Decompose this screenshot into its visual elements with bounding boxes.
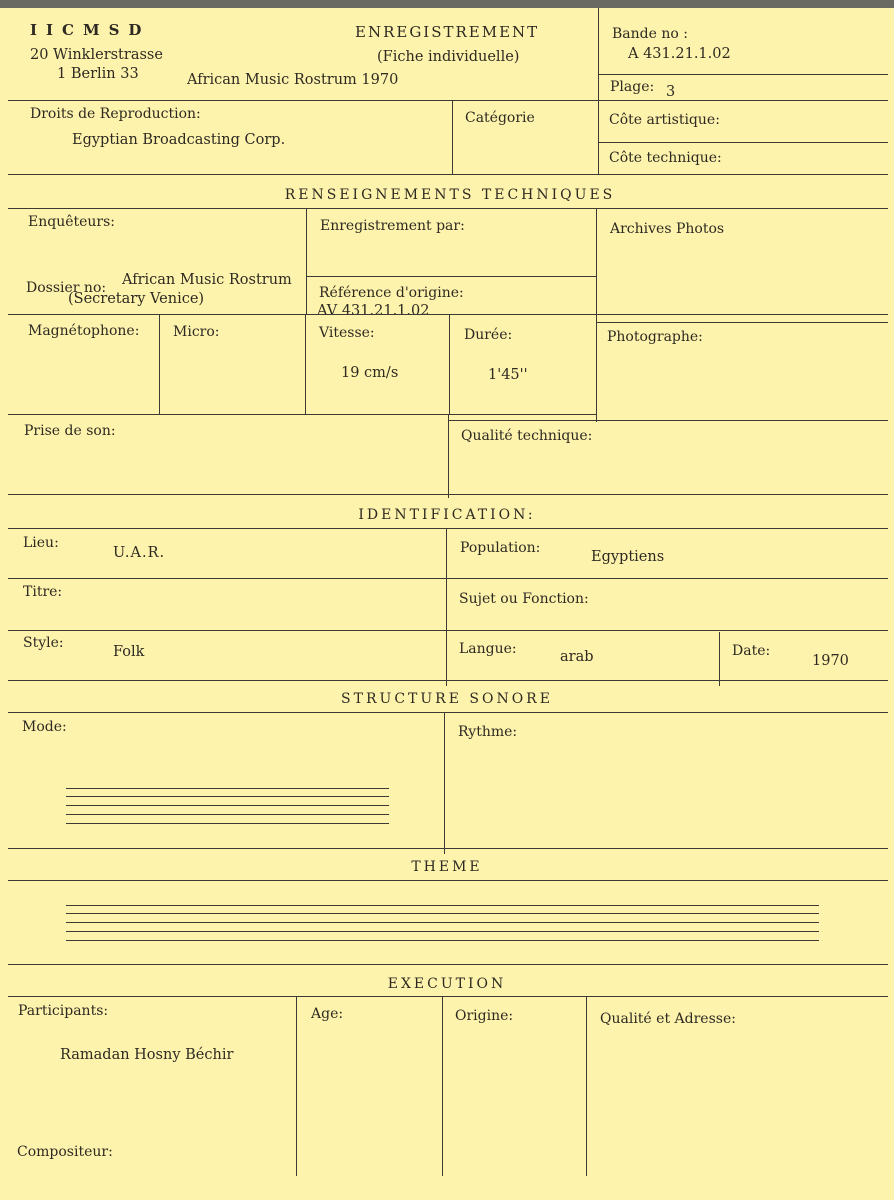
rule bbox=[8, 528, 888, 529]
staff-line bbox=[66, 922, 819, 923]
reference-label: Référence d'origine: bbox=[319, 285, 464, 301]
droits-value: Egyptian Broadcasting Corp. bbox=[72, 132, 286, 148]
rule bbox=[8, 414, 596, 415]
org-logo: IICMSD bbox=[30, 21, 151, 39]
date-label: Date: bbox=[732, 643, 771, 659]
rule bbox=[8, 964, 888, 965]
categorie-label: Catégorie bbox=[465, 110, 535, 126]
rule bbox=[8, 494, 888, 495]
titre-label: Titre: bbox=[23, 584, 63, 600]
staff-line bbox=[66, 814, 389, 815]
enqueteurs-label: Enquêteurs: bbox=[28, 214, 116, 230]
card-subtitle: (Fiche individuelle) bbox=[377, 49, 520, 65]
vitesse-label: Vitesse: bbox=[319, 325, 375, 341]
archives-photos-label: Archives Photos bbox=[610, 221, 725, 237]
plage-label: Plage: bbox=[610, 79, 655, 95]
rule bbox=[306, 208, 307, 314]
rule bbox=[586, 996, 587, 1176]
section-title-identification: IDENTIFICATION: bbox=[358, 507, 536, 523]
rule bbox=[442, 996, 443, 1176]
rythme-label: Rythme: bbox=[458, 724, 518, 740]
duree-label: Durée: bbox=[464, 327, 513, 343]
rule bbox=[598, 142, 888, 143]
prise-de-son-label: Prise de son: bbox=[24, 423, 116, 439]
rule bbox=[8, 100, 888, 101]
rule bbox=[596, 322, 888, 323]
dossier-value: African Music Rostrum bbox=[122, 272, 292, 288]
rule bbox=[8, 314, 888, 315]
style-label: Style: bbox=[23, 635, 64, 651]
rule bbox=[448, 414, 449, 498]
date-value: 1970 bbox=[812, 653, 849, 669]
staff-line bbox=[66, 788, 389, 789]
staff-line bbox=[66, 913, 819, 914]
section-title-execution: EXECUTION bbox=[387, 976, 507, 992]
cote-technique-label: Côte technique: bbox=[609, 150, 722, 166]
participant-value: Ramadan Hosny Béchir bbox=[60, 1047, 234, 1063]
rule bbox=[296, 996, 297, 1176]
lieu-value: U.A.R. bbox=[113, 545, 166, 561]
address-street: 20 Winklerstrasse bbox=[30, 47, 163, 63]
duree-value: 1'45'' bbox=[488, 367, 528, 383]
photographe-label: Photographe: bbox=[607, 329, 703, 345]
rule bbox=[8, 996, 888, 997]
staff-line bbox=[66, 796, 389, 797]
cote-artistique-label: Côte artistique: bbox=[609, 112, 720, 128]
qualite-technique-label: Qualité technique: bbox=[461, 428, 593, 444]
staff-line bbox=[66, 823, 389, 824]
rule bbox=[8, 848, 888, 849]
droits-label: Droits de Reproduction: bbox=[30, 106, 201, 122]
sujet-label: Sujet ou Fonction: bbox=[459, 591, 589, 607]
plage-value: 3 bbox=[666, 84, 676, 100]
micro-label: Micro: bbox=[173, 324, 220, 340]
rule bbox=[305, 314, 306, 414]
rule bbox=[449, 314, 450, 414]
rule bbox=[159, 314, 160, 414]
card-title: ENREGISTREMENT bbox=[355, 23, 540, 41]
enregistrement-par-label: Enregistrement par: bbox=[320, 218, 465, 234]
rule bbox=[719, 632, 720, 686]
rule bbox=[8, 578, 888, 579]
vitesse-value: 19 cm/s bbox=[341, 365, 399, 381]
langue-label: Langue: bbox=[459, 641, 517, 657]
rule bbox=[306, 276, 596, 277]
staff-line bbox=[66, 905, 819, 906]
rule bbox=[8, 630, 888, 631]
section-title-structure: STRUCTURE SONORE bbox=[341, 691, 553, 707]
population-value: Egyptiens bbox=[591, 549, 665, 565]
collection-name: African Music Rostrum 1970 bbox=[187, 72, 399, 88]
age-label: Age: bbox=[311, 1006, 344, 1022]
mode-label: Mode: bbox=[22, 719, 67, 735]
magnetophone-label: Magnétophone: bbox=[28, 323, 140, 339]
rule bbox=[444, 712, 445, 854]
address-city: 1 Berlin 33 bbox=[57, 66, 139, 82]
compositeur-label: Compositeur: bbox=[17, 1144, 113, 1160]
rule bbox=[452, 100, 453, 174]
dossier-label: Dossier no: bbox=[26, 280, 107, 296]
rule bbox=[596, 208, 597, 422]
rule bbox=[598, 74, 888, 75]
section-title-technique: RENSEIGNEMENTS TECHNIQUES bbox=[284, 187, 616, 203]
rule bbox=[8, 208, 888, 209]
rule bbox=[8, 880, 888, 881]
reference-value: AV 431.21.1.02 bbox=[317, 303, 430, 319]
staff-line bbox=[66, 940, 819, 941]
section-title-theme: THEME bbox=[411, 859, 483, 875]
staff-line bbox=[66, 805, 389, 806]
bande-value: A 431.21.1.02 bbox=[628, 46, 731, 62]
population-label: Population: bbox=[460, 540, 541, 556]
participants-label: Participants: bbox=[18, 1003, 109, 1019]
rule bbox=[8, 174, 888, 175]
style-value: Folk bbox=[113, 644, 145, 660]
qualite-adresse-label: Qualité et Adresse: bbox=[600, 1011, 736, 1027]
bande-label: Bande no : bbox=[612, 26, 688, 42]
dossier-value-secondary: (Secretary Venice) bbox=[68, 291, 205, 307]
rule bbox=[8, 680, 888, 681]
langue-value: arab bbox=[560, 649, 594, 665]
rule bbox=[446, 528, 447, 686]
origine-label: Origine: bbox=[455, 1008, 514, 1024]
header-divider bbox=[598, 8, 599, 174]
rule bbox=[8, 712, 888, 713]
staff-line bbox=[66, 931, 819, 932]
card-top-edge bbox=[0, 0, 894, 8]
lieu-label: Lieu: bbox=[23, 535, 59, 551]
rule bbox=[448, 420, 888, 421]
